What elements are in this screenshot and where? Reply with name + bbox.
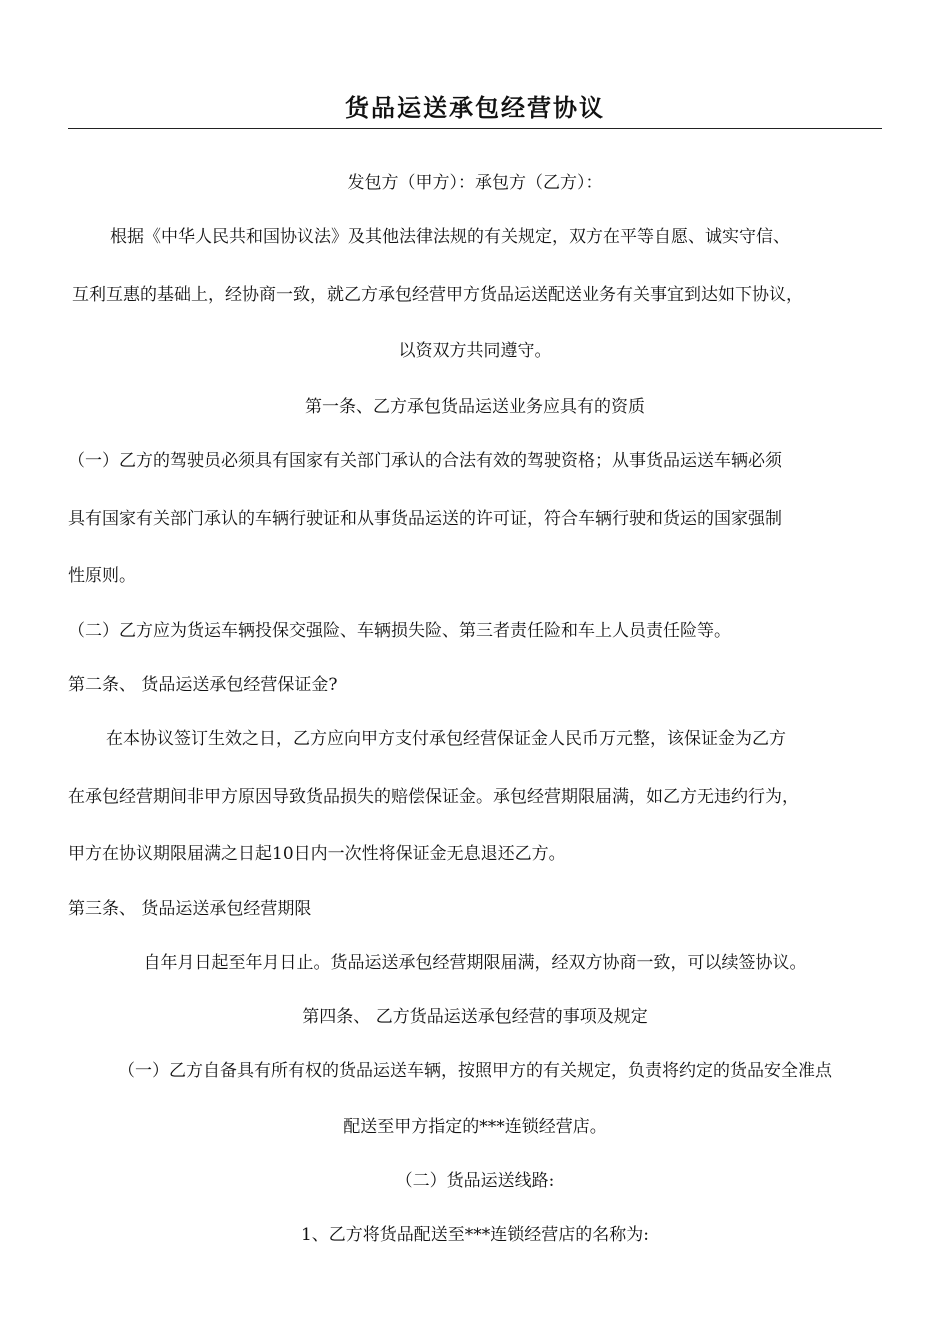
article-2-heading: 第二条、 货品运送承包经营保证金? xyxy=(68,675,338,695)
title-underline xyxy=(68,128,882,129)
article-2-body-line-2: 在承包经营期间非甲方原因导致货品损失的赔偿保证金。承包经营期限届满，如乙方无违约行为， xyxy=(68,787,799,807)
article-4-heading: 第四条、 乙方货品运送承包经营的事项及规定 xyxy=(302,1007,648,1027)
article-4-item-1-line-1: （一）乙方自备具有所有权的货品运送车辆，按照甲方的有关规定，负责将约定的货品安全准点 xyxy=(118,1061,832,1081)
article-4-item-2: （二）货品运送线路: xyxy=(395,1171,555,1191)
article-3-heading: 第三条、 货品运送承包经营期限 xyxy=(68,899,312,919)
preamble-line-1: 根据《中华人民共和国协议法》及其他法律法规的有关规定，双方在平等自愿、诚实守信、 xyxy=(110,227,790,247)
article-2-body-line-3: 甲方在协议期限届满之日起10日内一次性将保证金无息退还乙方。 xyxy=(68,844,566,864)
preamble-line-3: 以资双方共同遵守。 xyxy=(398,341,552,361)
article-1-item-2: （二）乙方应为货运车辆投保交强险、车辆损失险、第三者责任险和车上人员责任险等。 xyxy=(68,621,731,641)
parties-line: 发包方（甲方）：承包方（乙方）： xyxy=(347,173,603,193)
article-3-body: 自年月日起至年月日止。货品运送承包经营期限届满，经双方协商一致，可以续签协议。 xyxy=(143,953,807,973)
document-title: 货品运送承包经营协议 xyxy=(345,93,605,122)
article-1-item-1-line-1: （一）乙方的驾驶员必须具有国家有关部门承认的合法有效的驾驶资格；从事货品运送车辆必须 xyxy=(68,451,782,471)
preamble-line-2: 互利互惠的基础上，经协商一致，就乙方承包经营甲方货品运送配送业务有关事宜到达如下协议， xyxy=(72,285,803,305)
article-1-item-1-line-2: 具有国家有关部门承认的车辆行驶证和从事货品运送的许可证，符合车辆行驶和货运的国家强制 xyxy=(68,509,782,529)
article-2-body-line-1: 在本协议签订生效之日，乙方应向甲方支付承包经营保证金人民币万元整，该保证金为乙方 xyxy=(106,729,786,749)
article-1-heading: 第一条、乙方承包货品运送业务应具有的资质 xyxy=(305,397,645,417)
article-1-item-1-line-3: 性原则。 xyxy=(68,566,136,586)
article-4-item-1-line-2: 配送至甲方指定的***连锁经营店。 xyxy=(343,1117,607,1137)
article-4-sub-item-1: 1、乙方将货品配送至***连锁经营店的名称为: xyxy=(300,1225,650,1245)
